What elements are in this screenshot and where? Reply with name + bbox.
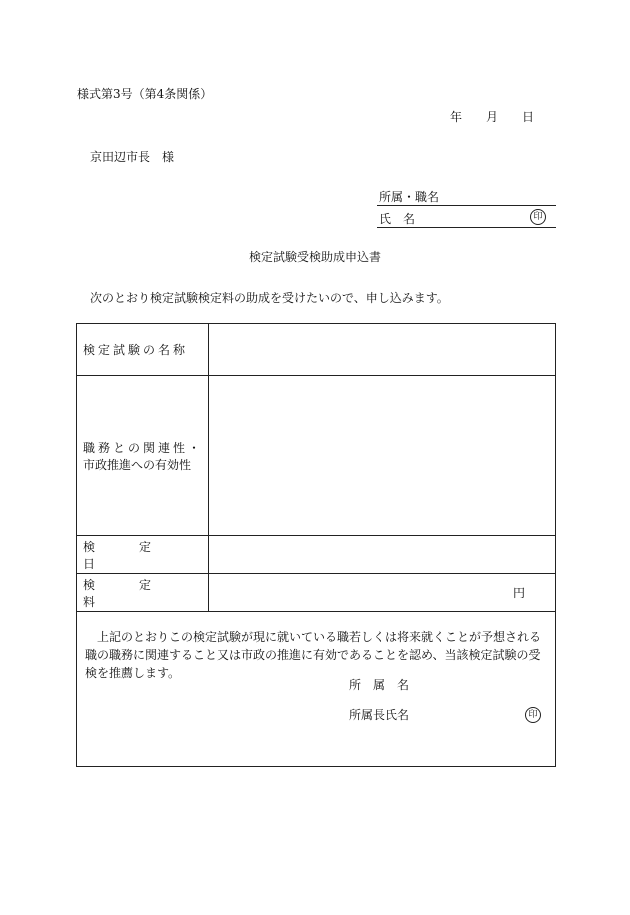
recommendation-cell: [77, 612, 556, 767]
applicant-block: [377, 187, 556, 231]
date-month-label: 月: [486, 110, 499, 124]
seal-icon: 印: [530, 209, 546, 225]
fee-unit: 円: [512, 586, 525, 600]
date-line: [450, 108, 534, 125]
affiliation-label: 所属・職名: [379, 190, 440, 204]
exam-name-field[interactable]: [209, 324, 556, 376]
document-title: 検定試験受検助成申込書: [248, 250, 381, 264]
table-row: [77, 574, 556, 612]
table-row: [77, 376, 556, 536]
relevance-label-line1: 職務との関連性・: [83, 440, 204, 455]
intro-text: 次のとおり検定試験検定料の助成を受けたいので、申し込みます。: [90, 291, 449, 305]
recommender-name-label: 所属長氏名: [349, 708, 410, 722]
seal-icon: 印: [525, 707, 541, 723]
name-field[interactable]: [377, 209, 556, 228]
form-number: 様式第3号（第4条関係）: [77, 87, 213, 101]
exam-date-field[interactable]: [209, 536, 556, 574]
relevance-label-line2: 市政推進への有効性: [83, 457, 192, 472]
name-label: 氏 名: [379, 212, 416, 226]
table-row: [77, 324, 556, 376]
affiliation-field[interactable]: [377, 187, 556, 206]
exam-fee-field[interactable]: [209, 574, 556, 612]
exam-fee-label: 検定料: [77, 574, 209, 612]
table-row: [77, 536, 556, 574]
exam-date-label: 検定日: [77, 536, 209, 574]
exam-name-label: 検定試験の名称: [77, 324, 209, 376]
relevance-field[interactable]: [209, 376, 556, 536]
relevance-label: [77, 376, 209, 536]
date-year-label: 年: [450, 110, 463, 124]
addressee: 京田辺市長 様: [90, 150, 175, 164]
date-day-label: 日: [522, 110, 535, 124]
table-row: [77, 612, 556, 767]
recommender-affiliation-label: 所属名: [349, 678, 422, 692]
application-table: [76, 323, 556, 767]
recommendation-text: 上記のとおりこの検定試験が現に就いている職若しくは将来就くことが予想される職の職務に関連すること又は市政の推進に有効であることを認め、当該検定試験の受検を推薦します。: [85, 630, 542, 680]
